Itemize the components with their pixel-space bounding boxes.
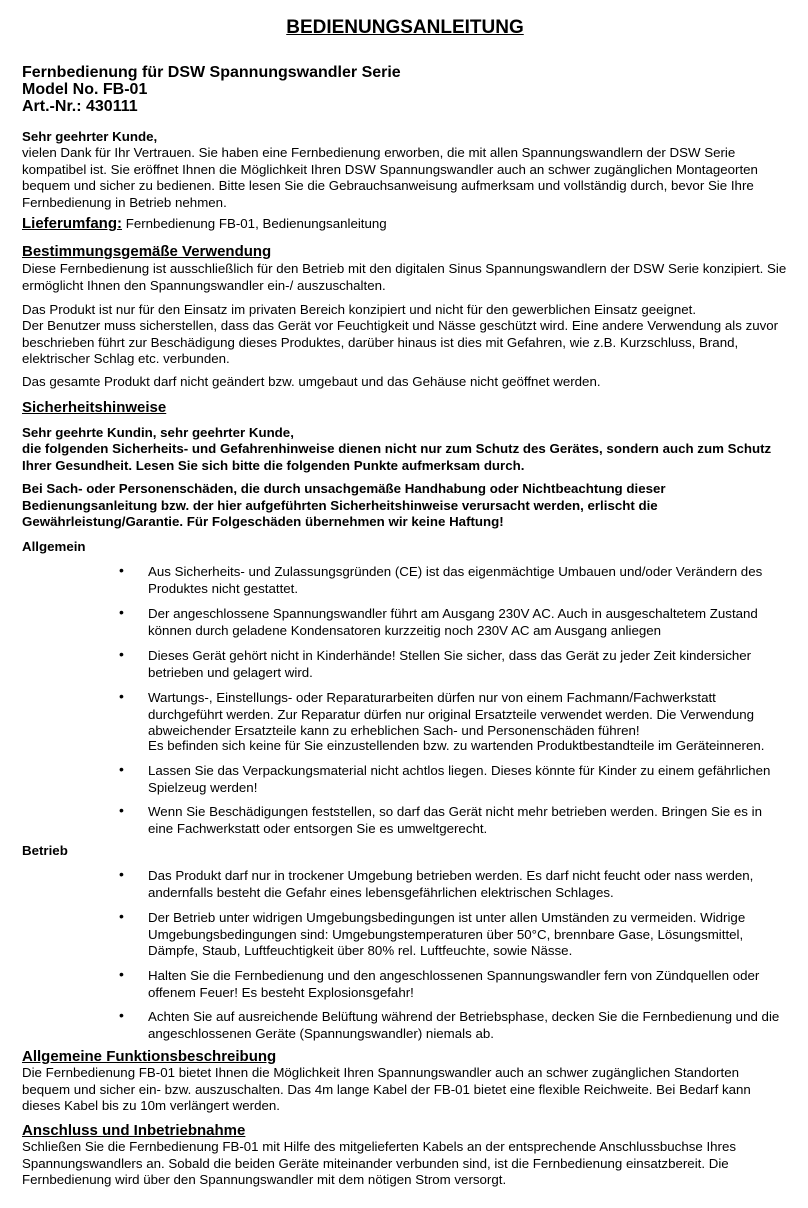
intended-use-heading: Bestimmungsgemäße Verwendung bbox=[22, 243, 272, 260]
safety-heading: Sicherheitshinweise bbox=[22, 399, 167, 416]
liability-note: Bei Sach- oder Personenschäden, die durch unsachgemäße Handhabung oder Nichtbeachtung dieser Bedienungsanleitung bzw. der hier aufgeführten Sicherheitshinweise verursacht werden, erlischt die Gewährleistung/Garantie. Für Folgeschäden übernehmen wir keine Haftung! bbox=[22, 481, 666, 529]
connection-heading: Anschluss und Inbetriebnahme bbox=[22, 1122, 246, 1139]
general-item-2: Der angeschlossene Spannungswandler führt am Ausgang 230V AC. Auch in ausgeschaltetem Zustand können durch geladene Kondensatoren kurzzeitig noch 230V AC am Ausgang anliegen bbox=[148, 606, 758, 638]
intended-use-p1: Diese Fernbedienung ist ausschließlich für den Betrieb mit den digitalen Sinus Spannungswandlern der DSW Serie konzipiert. Sie ermöglicht Ihnen den Spannungswandler ein-/ auszuschalten. bbox=[22, 261, 787, 293]
function-text: Die Fernbedienung FB-01 bietet Ihnen die Möglichkeit Ihren Spannungswandler auch an schwer zugänglichen Standorten bequem und sicher ein- bzw. auszuschalten. Das 4m lange Kabel der FB-01 bietet eine flexible Reichweite. Bei Bedarf kann dieses Kabel bis zu 10m verlängert werden. bbox=[22, 1065, 751, 1113]
general-item-5: Lassen Sie das Verpackungsmaterial nicht achtlos liegen. Dieses könnte für Kinder zu einem gefährlichen Spielzeug werden! bbox=[148, 763, 771, 795]
bullet-icon: • bbox=[119, 966, 124, 982]
general-item-4: Wartungs-, Einstellungs- oder Reparaturarbeiten dürfen nur von einem Fachmann/Fachwerkstatt durchgeführt werden. Zur Reparatur dürfen nur original Ersatzteile verwendet werden. Die Verwendung abweichender Ersatzteile kann zu erheblichen Sach- und Personenschäden führen! bbox=[148, 690, 755, 738]
bullet-icon: • bbox=[119, 866, 124, 882]
product-header bbox=[22, 64, 401, 115]
safety-intro: die folgenden Sicherheits- und Gefahrenhinweise dienen nicht nur zum Schutz des Gerätes, sondern auch zum Schutz Ihrer Gesundheit. Lesen Sie sich bitte die folgenden Punkte aufmerksam durch. bbox=[22, 441, 772, 473]
bullet-icon: • bbox=[119, 604, 124, 620]
operation-item-1: Das Produkt darf nur in trockener Umgebung betrieben werden. Es darf nicht feucht oder nass werden, andernfalls besteht die Gefahr eines lebensgefährlichen elektrischen Schlages. bbox=[148, 868, 754, 900]
scope-line bbox=[22, 216, 788, 233]
document-title: BEDIENUNGSANLEITUNG bbox=[286, 17, 524, 38]
intended-use-p4: Das gesamte Produkt darf nicht geändert bzw. umgebaut und das Gehäuse nicht geöffnet werden. bbox=[22, 374, 601, 389]
intro-greeting: Sehr geehrter Kunde, bbox=[22, 129, 158, 144]
general-item-4-cont: Es befinden sich keine für Sie einzustellenden bzw. zu wartenden Produktbestandteile im Geräteinneren. bbox=[148, 738, 765, 753]
general-item-3: Dieses Gerät gehört nicht in Kinderhände! Stellen Sie sicher, dass das Gerät zu jeder Zeit kindersicher betrieben und gelagert wird. bbox=[148, 648, 752, 680]
scope-text: Fernbedienung FB-01, Bedienungsanleitung bbox=[122, 216, 387, 231]
model-number: Model No. FB-01 bbox=[22, 81, 148, 98]
operation-label: Betrieb bbox=[22, 843, 68, 858]
bullet-icon: • bbox=[119, 908, 124, 924]
operation-item-3: Halten Sie die Fernbedienung und den angeschlossenen Spannungswandler fern von Zündquellen oder offenem Feuer! Es besteht Explosionsgefahr! bbox=[148, 968, 760, 1000]
intended-use-p2: Das Produkt ist nur für den Einsatz im privaten Bereich konzipiert und nicht für den gewerblichen Einsatz geeignet. bbox=[22, 302, 697, 317]
bullet-icon: • bbox=[119, 646, 124, 662]
intended-use-p3: Der Benutzer muss sicherstellen, dass das Gerät vor Feuchtigkeit und Nässe geschützt wird. Eine andere Verwendung als zuvor beschrieben führt zur Beschädigung dieses Produktes, darüber hinaus ist dies mit Gefahren, wie z.B. Kurzschluss, Brand, elektrischer Schlag etc. verbunden. bbox=[22, 318, 779, 366]
general-item-1: Aus Sicherheits- und Zulassungsgründen (CE) ist das eigenmächtige Umbauen und/oder Verändern des Produktes nicht gestattet. bbox=[148, 564, 763, 596]
product-name: Fernbedienung für DSW Spannungswandler Serie bbox=[22, 64, 401, 81]
bullet-icon: • bbox=[119, 688, 124, 704]
bullet-icon: • bbox=[119, 1007, 124, 1023]
intro-text: vielen Dank für Ihr Vertrauen. Sie haben eine Fernbedienung erworben, die mit allen Spannungswandlern der DSW Serie kompatibel ist. Sie eröffnet Ihnen die Möglichkeit Ihren DSW Spannungswandler auch an schwer zugänglichen Montageorten bequem und sicher zu bedienen. Bitte lesen Sie die Gebrauchsanweisung aufmerksam und vollständig durch, bevor Sie Ihre Fernbedienung in Betrieb nehmen. bbox=[22, 145, 758, 210]
function-heading: Allgemeine Funktionsbeschreibung bbox=[22, 1048, 277, 1065]
bullet-icon: • bbox=[119, 802, 124, 818]
article-number: Art.-Nr.: 430111 bbox=[22, 98, 138, 115]
scope-label: Lieferumfang: bbox=[22, 215, 123, 232]
operation-item-4: Achten Sie auf ausreichende Belüftung während der Betriebsphase, decken Sie die Fernbedienung und die angeschlossenen Geräte (Spannungswandler) niemals ab. bbox=[148, 1009, 780, 1041]
operation-item-2: Der Betrieb unter widrigen Umgebungsbedingungen ist unter allen Umständen zu vermeiden. Widrige Umgebungsbedingungen sind: Umgebungstemperaturen über 50°C, brennbare Gase, Lösungsmittel, Dämpfe, Staub, Luftfeuchtigkeit über 80% rel. Luftfeuchte, sowie Nässe. bbox=[148, 910, 746, 958]
general-label: Allgemein bbox=[22, 539, 86, 554]
bullet-icon: • bbox=[119, 562, 124, 578]
safety-greeting: Sehr geehrte Kundin, sehr geehrter Kunde, bbox=[22, 425, 294, 440]
connection-text: Schließen Sie die Fernbedienung FB-01 mit Hilfe des mitgelieferten Kabels an der entsprechende Anschlussbuchse Ihres Spannungswandlers an. Sobald die beiden Geräte miteinander verbunden sind, ist die Fernbedienung einsatzbereit. Die Fernbedienung wird über den Spannungswandler mit dem nötigen Strom versorgt. bbox=[22, 1139, 737, 1187]
bullet-icon: • bbox=[119, 761, 124, 777]
general-item-6: Wenn Sie Beschädigungen feststellen, so darf das Gerät nicht mehr betrieben werden. Bringen Sie es in eine Fachwerkstatt oder entsorgen Sie es umweltgerecht. bbox=[148, 804, 762, 836]
